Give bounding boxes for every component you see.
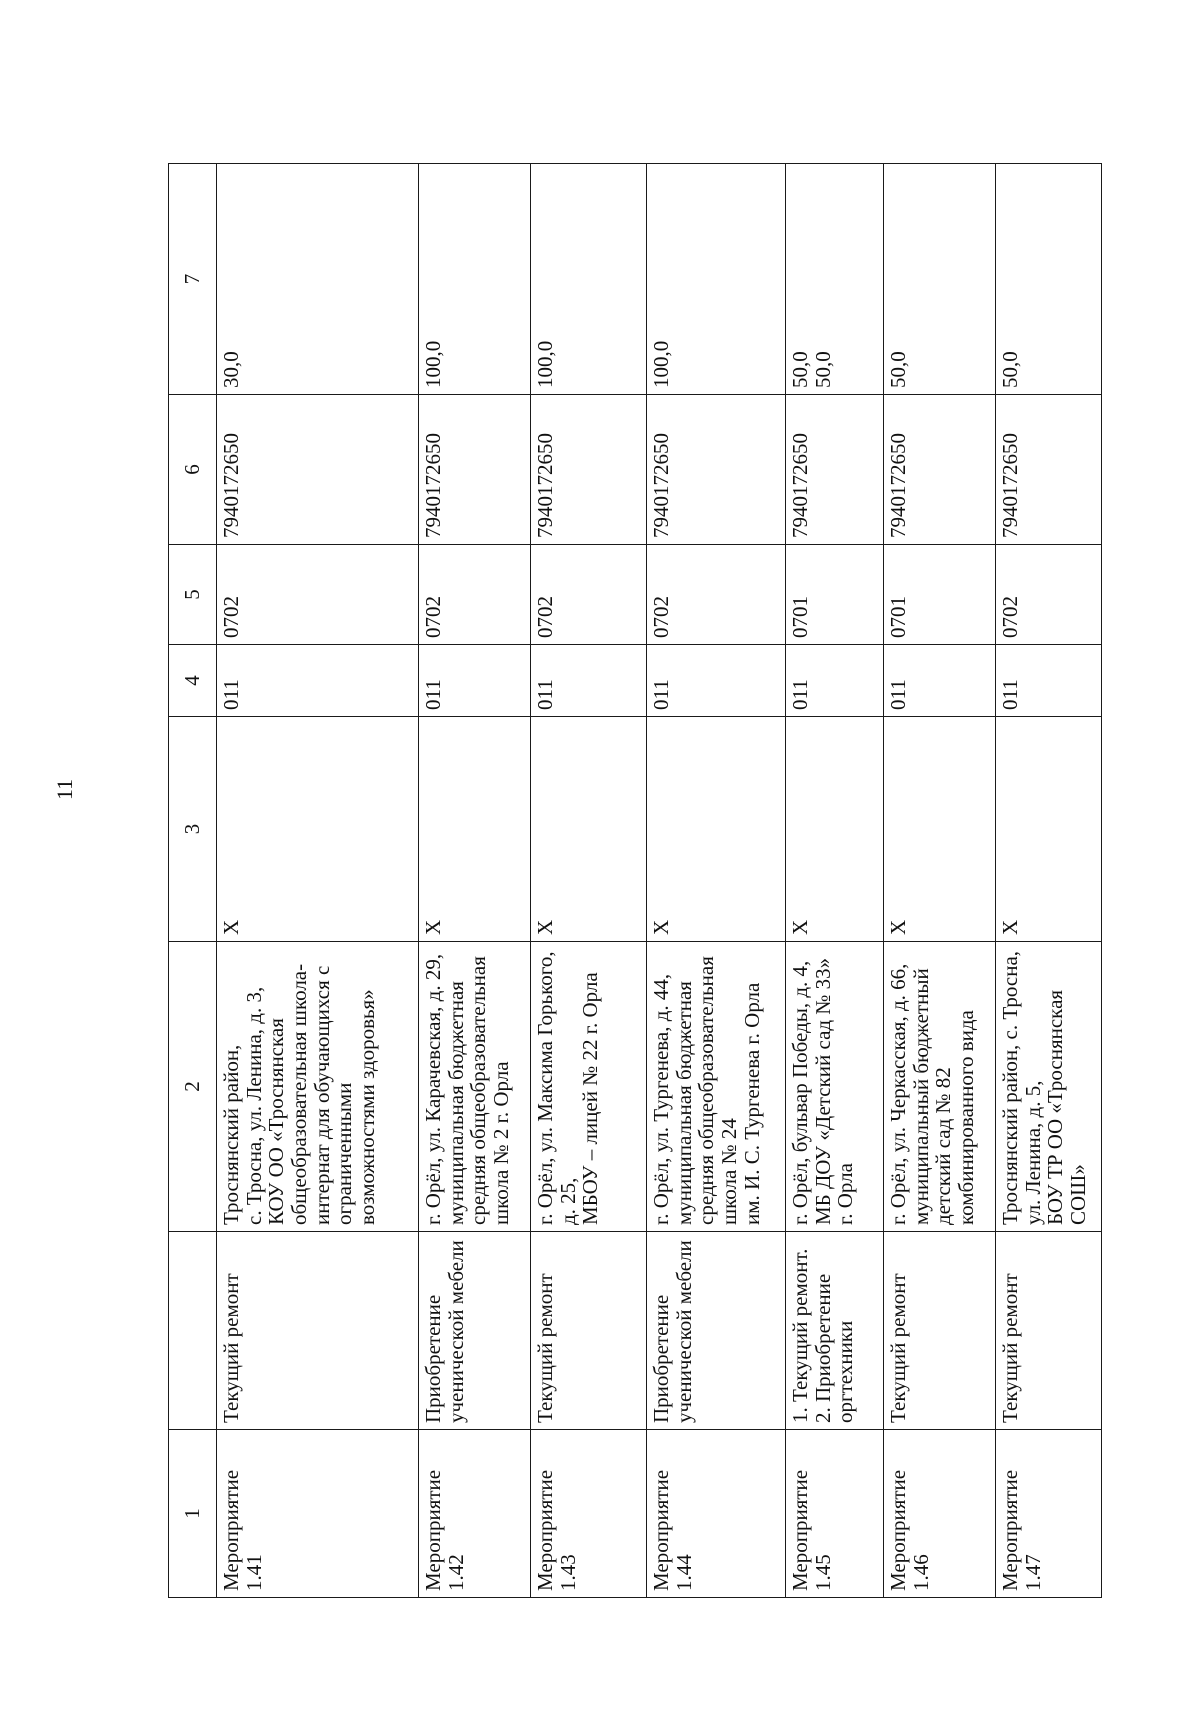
events-table: [168, 163, 1102, 1598]
event-cell: Мероприятие 1.42: [419, 1430, 531, 1598]
col5-cell: 0702: [647, 545, 786, 645]
col4-cell: 011: [884, 645, 996, 717]
col4-cell: 011: [786, 645, 884, 717]
event-cell: Мероприятие 1.46: [884, 1430, 996, 1598]
column-header: 4: [169, 645, 217, 717]
address-cell: г. Орёл, ул. Карачевская, д. 29, муниципальная бюджетная средняя общеобразовательная школа № 2 г. Орла: [419, 942, 531, 1232]
table-row: [884, 164, 996, 1598]
code-cell: 7940172650: [217, 395, 419, 545]
description-cell: Приобретение ученической мебели: [647, 1232, 786, 1430]
table-row: [996, 164, 1102, 1598]
col5-cell: 0702: [996, 545, 1102, 645]
col3-cell: X: [996, 717, 1102, 942]
description-cell: Текущий ремонт: [531, 1232, 647, 1430]
amount-cell: 100,0: [647, 164, 786, 395]
table-body: [169, 164, 1102, 1598]
event-cell: Мероприятие 1.43: [531, 1430, 647, 1598]
event-cell: Мероприятие 1.44: [647, 1430, 786, 1598]
description-cell: Текущий ремонт: [884, 1232, 996, 1430]
col5-cell: 0702: [419, 545, 531, 645]
code-cell: 7940172650: [647, 395, 786, 545]
address-cell: г. Орёл, ул. Черкасская, д. 66, муниципальный бюджетный детский сад № 82 комбинированного вида: [884, 942, 996, 1232]
col3-cell: X: [217, 717, 419, 942]
event-cell: Мероприятие 1.45: [786, 1430, 884, 1598]
amount-cell: 50,0 50,0: [786, 164, 884, 395]
col3-cell: X: [884, 717, 996, 942]
description-cell: Приобретение ученической мебели: [419, 1232, 531, 1430]
address-cell: г. Орёл, ул. Тургенева, д. 44, муниципальная бюджетная средняя общеобразовательная школа № 24 им. И. С. Тургенева г. Орла: [647, 942, 786, 1232]
table-row: [531, 164, 647, 1598]
col3-cell: X: [647, 717, 786, 942]
amount-cell: 100,0: [419, 164, 531, 395]
code-cell: 7940172650: [884, 395, 996, 545]
col4-cell: 011: [531, 645, 647, 717]
col5-cell: 0701: [884, 545, 996, 645]
amount-cell: 50,0: [884, 164, 996, 395]
event-cell: Мероприятие 1.41: [217, 1430, 419, 1598]
amount-cell: 50,0: [996, 164, 1102, 395]
table-row: [786, 164, 884, 1598]
col5-cell: 0702: [217, 545, 419, 645]
code-cell: 7940172650: [419, 395, 531, 545]
column-header: 2: [169, 942, 217, 1232]
amount-cell: 100,0: [531, 164, 647, 395]
col3-cell: X: [419, 717, 531, 942]
col3-cell: X: [531, 717, 647, 942]
column-header: [169, 1232, 217, 1430]
col3-cell: X: [786, 717, 884, 942]
column-header: 7: [169, 164, 217, 395]
address-cell: г. Орёл, бульвар Победы, д. 4, МБ ДОУ «Детский сад № 33» г. Орла: [786, 942, 884, 1232]
column-header: 6: [169, 395, 217, 545]
col4-cell: 011: [647, 645, 786, 717]
event-cell: Мероприятие 1.47: [996, 1430, 1102, 1598]
rotated-table-container: [168, 164, 1091, 1598]
col4-cell: 011: [217, 645, 419, 717]
table-row: [647, 164, 786, 1598]
address-cell: г. Орёл, ул. Максима Горького, д. 25, МБОУ – лицей № 22 г. Орла: [531, 942, 647, 1232]
address-cell: Троснянский район, с. Тросна, ул. Ленина, д. 3, КОУ ОО «Троснянская общеобразовательная школа-интернат для обучающихся с ограниченными возможностями здоровья»: [217, 942, 419, 1232]
code-cell: 7940172650: [996, 395, 1102, 545]
table-row: [419, 164, 531, 1598]
column-header: 5: [169, 545, 217, 645]
description-cell: Текущий ремонт: [996, 1232, 1102, 1430]
column-header: 1: [169, 1430, 217, 1598]
code-cell: 7940172650: [786, 395, 884, 545]
amount-cell: 30,0: [217, 164, 419, 395]
column-header: 3: [169, 717, 217, 942]
col4-cell: 011: [419, 645, 531, 717]
description-cell: Текущий ремонт: [217, 1232, 419, 1430]
address-cell: Троснянский район, с. Тросна, ул. Ленина, д. 5, БОУ ТР ОО «Троснянская СОШ»: [996, 942, 1102, 1232]
header-row: [169, 164, 217, 1598]
col5-cell: 0701: [786, 545, 884, 645]
description-cell: 1. Текущий ремонт. 2. Приобретение оргтехники: [786, 1232, 884, 1430]
col4-cell: 011: [996, 645, 1102, 717]
code-cell: 7940172650: [531, 395, 647, 545]
table-row: [217, 164, 419, 1598]
col5-cell: 0702: [531, 545, 647, 645]
page-number: 11: [52, 778, 77, 800]
